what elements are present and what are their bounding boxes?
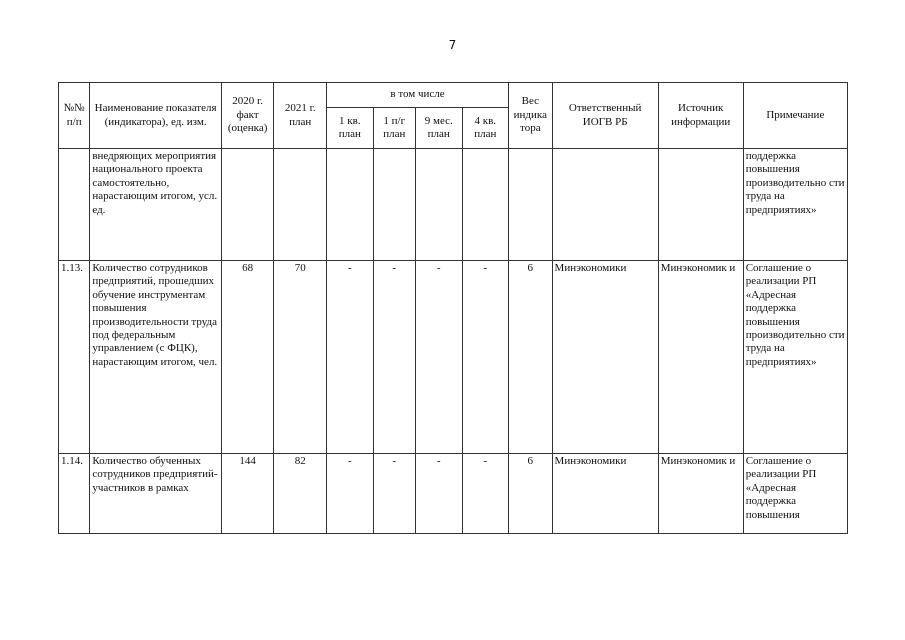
cell-name: внедряющих мероприятия национального проекта самостоятельно, нарастающим итогом, усл. ед.	[90, 149, 221, 261]
header-weight: Вес индика тора	[509, 83, 552, 149]
page-number: 7	[448, 38, 457, 52]
cell-plan-2021	[274, 149, 327, 261]
cell-note: Соглашение о реализации РП «Адресная поддержка повышения производительно сти труда на предприятиях»	[743, 261, 847, 454]
header-h1: 1 п/г план	[373, 108, 415, 149]
header-q4: 4 кв. план	[462, 108, 509, 149]
cell-weight: 6	[509, 261, 552, 454]
cell-q1	[327, 149, 374, 261]
cell-source	[658, 149, 743, 261]
cell-note: Соглашение о реализации РП «Адресная поддержка повышения	[743, 454, 847, 534]
cell-q4: -	[462, 454, 509, 534]
cell-weight: 6	[509, 454, 552, 534]
cell-num	[59, 149, 90, 261]
table-row	[59, 261, 848, 454]
header-responsible: Ответственный ИОГВ РБ	[552, 83, 658, 149]
cell-plan-2021: 82	[274, 454, 327, 534]
header-fact-2020: 2020 г. факт (оценка)	[221, 83, 274, 149]
cell-name: Количество обученных сотрудников предприятий-участников в рамках	[90, 454, 221, 534]
cell-h1: -	[373, 261, 415, 454]
table-row	[59, 454, 848, 534]
cell-num: 1.13.	[59, 261, 90, 454]
cell-fact-2020: 68	[221, 261, 274, 454]
cell-q4	[462, 149, 509, 261]
cell-source: Минэкономик и	[658, 454, 743, 534]
cell-fact-2020: 144	[221, 454, 274, 534]
cell-responsible: Минэкономики	[552, 454, 658, 534]
cell-9m: -	[416, 454, 463, 534]
header-source: Источник информации	[658, 83, 743, 149]
header-num: №№ п/п	[59, 83, 90, 149]
header-9m: 9 мес. план	[416, 108, 463, 149]
cell-weight	[509, 149, 552, 261]
cell-note: поддержка повышения производительно сти труда на предприятиях»	[743, 149, 847, 261]
cell-responsible	[552, 149, 658, 261]
cell-num: 1.14.	[59, 454, 90, 534]
cell-q1: -	[327, 454, 374, 534]
cell-plan-2021: 70	[274, 261, 327, 454]
cell-h1	[373, 149, 415, 261]
cell-responsible: Минэкономики	[552, 261, 658, 454]
cell-9m	[416, 149, 463, 261]
cell-source: Минэкономик и	[658, 261, 743, 454]
header-q1: 1 кв. план	[327, 108, 374, 149]
header-including: в том числе	[327, 83, 509, 108]
cell-q4: -	[462, 261, 509, 454]
cell-h1: -	[373, 454, 415, 534]
cell-fact-2020	[221, 149, 274, 261]
table-row	[59, 149, 848, 261]
indicators-table	[58, 82, 848, 534]
header-note: Примечание	[743, 83, 847, 149]
header-plan-2021: 2021 г. план	[274, 83, 327, 149]
cell-9m: -	[416, 261, 463, 454]
cell-name: Количество сотрудников предприятий, прошедших обучение инструментам повышения производительности труда под федеральным управлением (с ФЦК), нарастающим итогом, чел.	[90, 261, 221, 454]
header-name: Наименование показателя (индикатора), ед. изм.	[90, 83, 221, 149]
cell-q1: -	[327, 261, 374, 454]
